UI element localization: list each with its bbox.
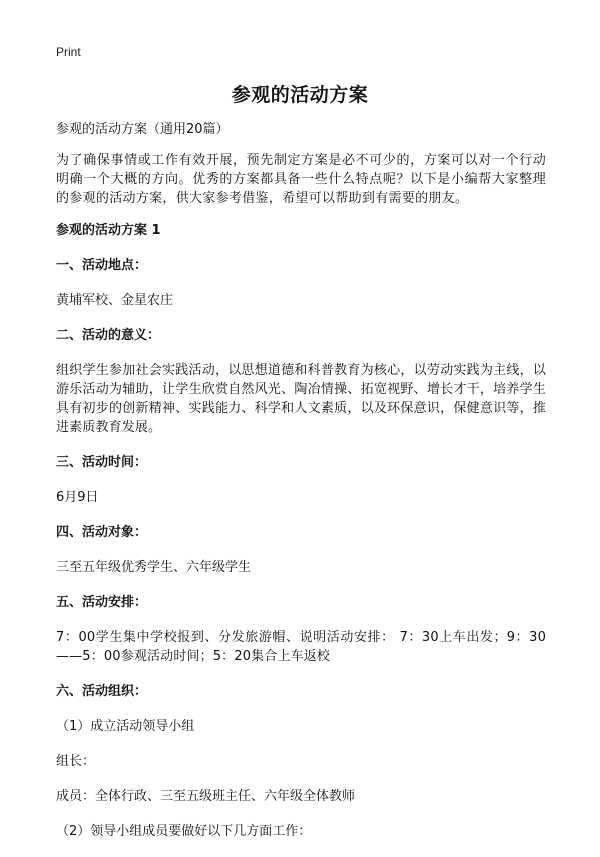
page-title: 参观的活动方案	[231, 84, 369, 106]
section-heading-schedule: 五、活动安排：	[56, 595, 148, 610]
intro-paragraph: 为了确保事情或工作有效开展，预先制定方案是必不可少的，方案可以对一个行动明确一个大概的方向。优秀的方案都具备一些什么特点呢？以下是小编帮大家整理的参观的活动方案，供大家参考借鉴，希望可以帮助到有需要的朋友。	[56, 153, 546, 206]
org-item-leadership-group: （1）成立活动领导小组	[56, 719, 195, 734]
section-text-significance: 组织学生参加社会实践活动，以思想道德和科普教育为核心，以劳动实践为主线，以游乐活动为辅助，让学生欣赏自然风光、陶冶情操、拓宽视野、增长才干，培养学生具有初步的创新精神、实践能力、科学和人文素质，以及环保意识，保健意识等，推进素质教育发展。	[56, 363, 546, 435]
section-heading-time: 三、活动时间：	[56, 455, 148, 470]
org-item-members: 成员：全体行政、三至五级班主任、六年级全体教师	[56, 789, 356, 804]
section-text-schedule: 7：00学生集中学校报到、分发旅游帽、说明活动安排： 7：30上车出发；9：30——5：00参观活动时间；5：20集合上车返校	[56, 630, 546, 664]
print-link[interactable]: Print	[56, 45, 81, 59]
article-subtitle: 参观的活动方案（通用20篇）	[56, 122, 229, 137]
plan-title: 参观的活动方案 1	[56, 223, 161, 238]
section-text-participants: 三至五年级优秀学生、六年级学生	[56, 560, 252, 575]
section-heading-significance: 二、活动的意义：	[56, 328, 161, 343]
section-text-time: 6月9日	[56, 490, 99, 505]
article-body	[56, 120, 546, 857]
section-heading-location: 一、活动地点：	[56, 258, 148, 273]
section-heading-organization: 六、活动组织：	[56, 684, 148, 699]
org-item-leader: 组长：	[56, 754, 96, 769]
org-item-duties: （2）领导小组成员要做好以下几方面工作：	[56, 824, 312, 839]
section-heading-participants: 四、活动对象：	[56, 525, 148, 540]
section-text-location: 黄埔军校、金星农庄	[56, 293, 174, 308]
